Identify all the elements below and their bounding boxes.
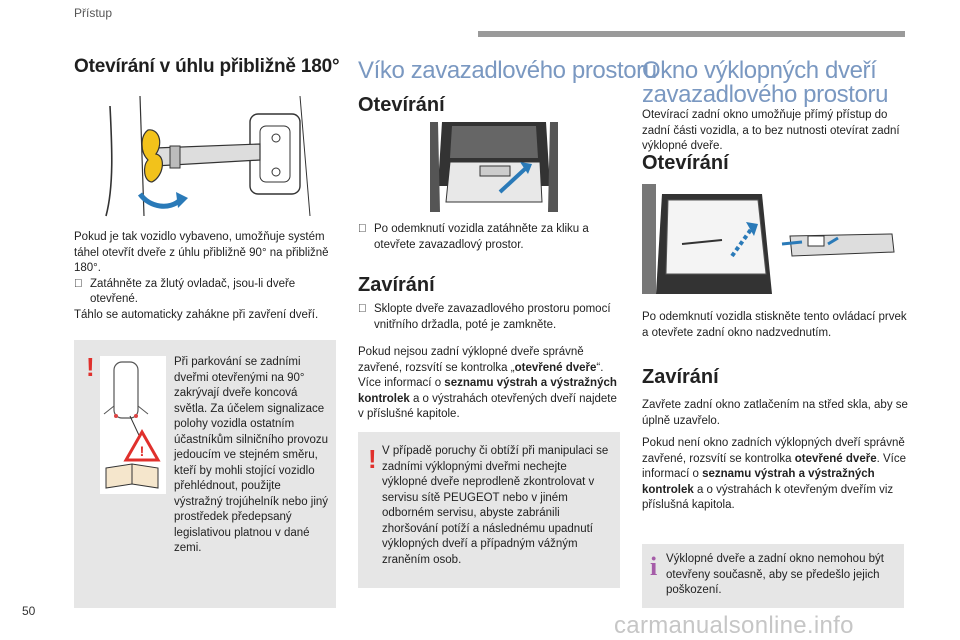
bullet-arrow-icon [358,222,374,253]
col3-title-line-1: Okno výklopných dveří [642,57,877,84]
col3-close-text-1: Zavřete zadní okno zatlačením na střed skla, aby se úplně uzavřelo. [642,399,908,427]
header-rule [478,31,905,37]
col3-title-line-2: zavazadlového prostoru [642,81,889,108]
parking-warning-illustration [100,356,166,494]
col3-para-bold-1: otevřené dveře [794,452,877,465]
col3-info-box [642,544,904,608]
col3-intro: Otevírací zadní okno umožňuje přímý přístup do zadní části vozidla, a to bez nutnosti otevírat zadní výklopné dveře. [642,109,900,152]
rear-window-illustration [642,184,904,294]
col2-close-bullet-text: Sklopte dveře zavazadlového prostoru pomocí vnitřního držadla, poté je zamkněte. [374,303,611,331]
col1-warning-text: Při parkování se zadními dveřmi otevřenými na 90° zakrývají dveře koncová světla. Za účelem signalizace polohy vozidla ostatním účastníkům silničního provozu jedoucím ve stejném směru, kteří by mohli stojící vozidlo přehlédnout, použijte výstražný trojúhelník nebo jiný prostředek předepsaný legislativou platnou v dané zemi. [174,356,329,554]
col1-bullet [74,277,332,308]
col2-close-heading: Zavírání [358,274,435,296]
col2-para-bold-2: seznamu výstrah a výstražných kontrolek [358,377,617,405]
col2-title: Víko zavazadlového prostoru [358,57,657,84]
col2-para-part-c: “. Více informací o [358,361,604,389]
page-number: 50 [22,604,36,618]
col2-open-heading: Otevírání [358,94,445,116]
col2-warning-text: V případě poruchy či obtíží při manipulaci se zadními výklopnými dveřmi nechejte výklopné dveře neprodleně zkontrolovat v servisu sítě PEUGEOT nebo v jiném odborném servisu, abyste zabránili zhoršování potíží a následnému upadnutí výklopných dveří a případným vážným zraněním osob. [382,445,609,566]
col2-open-bullet [358,222,620,253]
warning-exclamation-icon: ! [86,352,95,382]
col3-para-part-a: Pokud není okno zadních výklopných dveří správně zavřené, rozsvítí se kontrolka [642,437,905,465]
warning-exclamation-icon: ! [368,444,377,474]
tailgate-handle-illustration [430,122,558,212]
col3-info-text: Výklopné dveře a zadní okno nemohou být otevřeny současně, aby se předešlo jejich poškození. [666,553,885,596]
section-tab: Přístup [74,6,113,20]
col2-para-part-a: Pokud nejsou zadní výklopné dveře správně zavřené, rozsvítí se kontrolka „ [358,346,584,374]
col2-para-bold-1: otevřené dveře [514,361,597,374]
col2-open-bullet-text: Po odemknutí vozidla zatáhněte za kliku a otevřete zavazadlový prostor. [374,223,589,251]
info-icon: i [650,552,658,581]
col3-para-bold-2: seznamu výstrah a výstražných kontrolek [642,468,875,496]
col1-paragraph-1: Pokud je tak vozidlo vybaveno, umožňuje systém táhel otevřít dveře z úhlu přibližně 90° na přibližně 180°. [74,231,329,274]
col3-para-part-e: a o výstrahách k otevřeným dveřím viz příslušná kapitola. [642,483,894,511]
col2-warning-box [358,432,620,588]
watermark: carmanualsonline.info [614,612,854,639]
col2-para-part-e: a o výstrahách otevřených dveří najdete v příslušné kapitole. [358,392,617,420]
col3-close-paragraph [642,436,908,514]
bullet-arrow-icon [358,302,374,333]
col3-open-heading: Otevírání [642,152,729,174]
bullet-arrow-icon [74,277,90,308]
col1-warning-box [74,340,336,608]
col1-title: Otevírání v úhlu přibližně 180° [74,56,340,77]
col1-text [74,230,332,323]
col1-bullet-text: Zatáhněte za žlutý ovladač, jsou-li dveře otevřené. [90,277,296,305]
col3-open-text: Po odemknutí vozidla stiskněte tento ovládací prvek a otevřete zadní okno nadzvednutím. [642,311,907,339]
col2-close-bullet [358,302,622,333]
svg-text:!: ! [139,443,145,459]
col2-paragraph [358,345,620,423]
col1-paragraph-2: Táhlo se automaticky zahákne při zavření dveří. [74,308,319,321]
door-strap-illustration [100,86,324,224]
col3-para-part-c: . Více informací o [642,452,906,480]
col3-close-heading: Zavírání [642,366,719,388]
